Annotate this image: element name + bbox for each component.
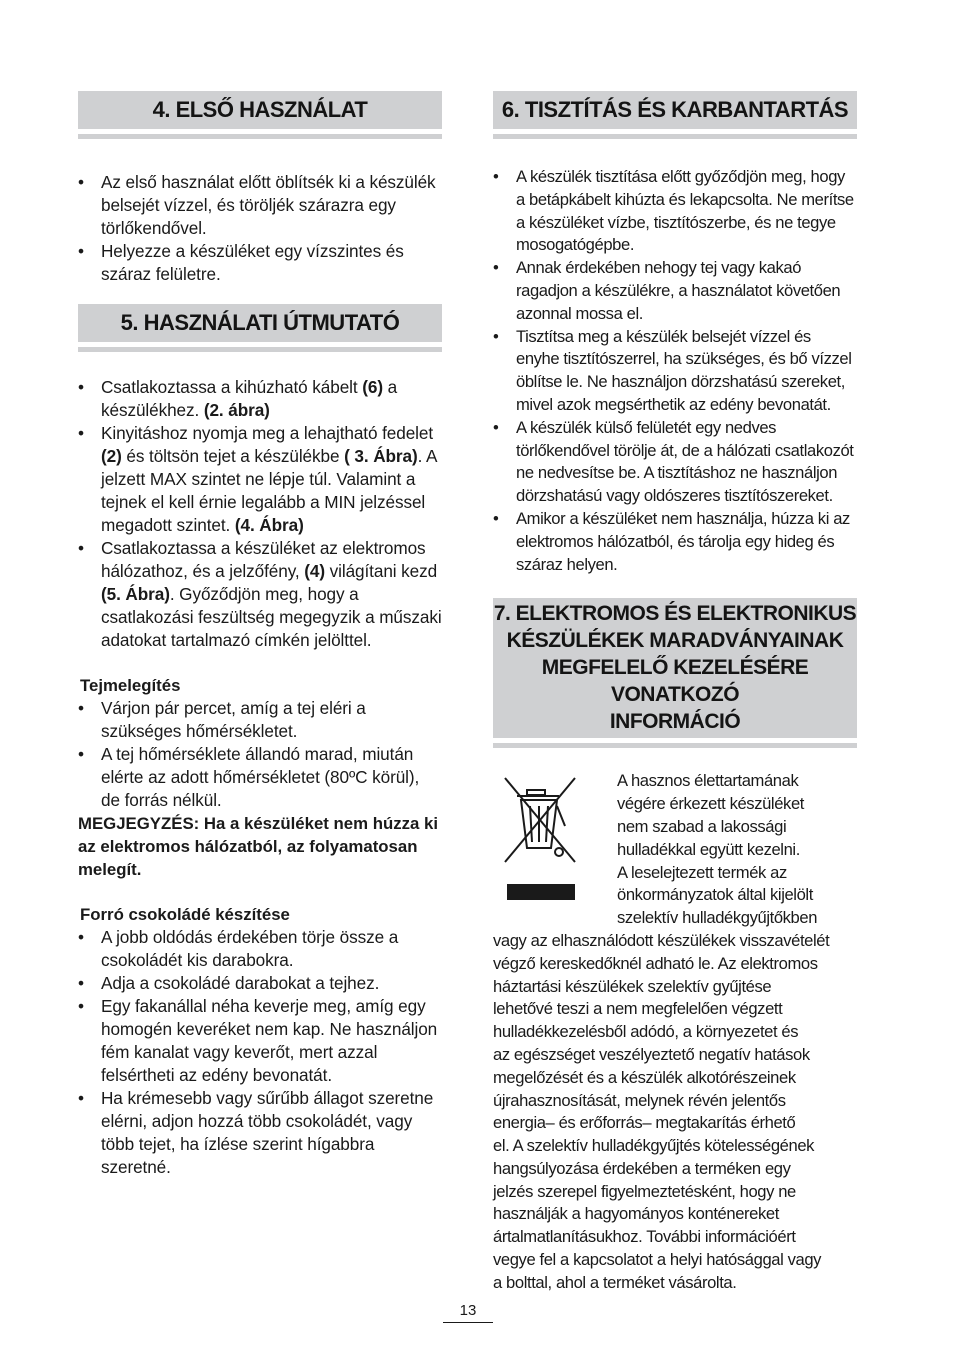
section-4-title: 4. ELSŐ HASZNÁLAT [78, 91, 442, 129]
list-item: • Csatlakoztassa a kihúzható kábelt (6) a készülékhez. (2. ábra) [78, 376, 442, 422]
section-5-title: 5. HASZNÁLATI ÚTMUTATÓ [78, 304, 442, 342]
section-5-list [78, 376, 442, 652]
list-item: • Tisztítsa meg a készülék belsejét vízzel és enyhe tisztítószerrel, ha szükséges, és bő vízzel öblítse le. Ne használjon dörzshatású szereket, mivel azok megsérthetik az edény bevonatát. [493, 326, 857, 417]
section-6-rule [493, 134, 857, 139]
list-item: • A készülék tisztítása előtt győződjön meg, hogy a betápkábelt kihúzta és lekapcsolta. Ne merítse a készüléket vízbe, tisztítószerbe, és ne tegye mosogatógépbe. [493, 166, 857, 257]
left-column [78, 91, 442, 1179]
hot-chocolate-list [78, 926, 442, 1179]
section-5 [78, 304, 442, 1179]
section-4 [78, 91, 442, 286]
section-7-title: 7. ELEKTROMOS ÉS ELEKTRONIKUS KÉSZÜLÉKEK MARADVÁNYAINAK MEGFELELŐ KEZELÉSÉRE VONATKOZÓ INFORMÁCIÓ [493, 598, 857, 738]
section-7-rule [493, 743, 857, 748]
list-item: • A jobb oldódás érdekében törje össze a csokoládét kis darabokra. [78, 926, 442, 972]
section-6 [493, 91, 857, 576]
list-item: • Csatlakoztassa a készüléket az elektromos hálózathoz, és a jelzőfény, (4) világítani kezd (5. Ábra). Győződjön meg, hogy a csatlakozási feszültség megegyzik a műszaki adatokat tartalmazó címkén jelölttel. [78, 537, 442, 652]
milk-heating-list [78, 697, 442, 812]
milk-heating-heading: Tejmelegítés [80, 676, 181, 695]
crossed-out-wheelie-bin-icon [503, 776, 579, 904]
section-7 [493, 598, 857, 1294]
list-item: • A tej hőmérséklete állandó marad, miután elérte az adott hőmérsékletet (80ºC körül), de forrás nélkül. [78, 743, 442, 812]
list-item: • Ha krémesebb vagy sűrűbb állagot szeretne elérni, adjon hozzá több csokoládét, vagy több tejet, ha ízlése szerint hígabbra szeretné. [78, 1087, 442, 1179]
list-item: • Annak érdekében nehogy tej vagy kakaó ragadjon a készülékre, a használatot követően azonnal mossa el. [493, 257, 857, 325]
list-item: • Kinyitáshoz nyomja meg a lehajtható fedelet (2) és töltsön tejet a készülékbe ( 3. Ábra). A jelzett MAX szintet ne lépje túl. Valamint a tejnek el kell érnie legalább a MIN jelzéssel megadott szintet. (4. Ábra) [78, 422, 442, 537]
list-item: • Várjon pár percet, amíg a tej eléri a szükséges hőmérsékletet. [78, 697, 442, 743]
weee-text: A hasznos élettartamának végére érkezett készüléket nem szabad a lakossági hulladékkal együtt kezelni. A leselejtezett termék az önkormányzatok által kijelölt szelektív hulladékgyűjtőkben vagy az elhasználódott készülékek visszavételét végző kereskedőknél adható le. Az elektromos háztartási készülékek szelektív gyűjtése lehetővé teszi a nem megfelelően végzett hulladékkezelésből adódó, a környezetet és az egészséget veszélyeztető negatív hatások megelőzését és a készülék alkotórészeinek újrahasznosítását, melynek révén jelentős energia– és erőforrás– megtakarítás érhető el. A szelektív hulladékgyűjtés kötelességének hangsúlyozása érdekében a terméken egy jelzés szerepel figyelmeztetésként, hogy ne használják a hagyományos konténereket ártalmatlanításukhoz. További információért vegye fel a kapcsolatot a helyi hatósággal vagy a bolttal, ahol a terméket vásárolta. [493, 771, 830, 1292]
list-item: • A készülék külső felületét egy nedves törlőkendővel törölje át, de a hálózati csatlakozót ne nedvesítse be. A tisztításhoz ne használjon dörzshatású vagy oldószeres tisztítószereket. [493, 417, 857, 508]
section-4-list [78, 171, 442, 286]
list-item: • Amikor a készüléket nem használja, húzza ki az elektromos hálózatból, és tárolja egy hideg és száraz helyen. [493, 508, 857, 576]
list-item: • Egy fakanállal néha keverje meg, amíg egy homogén keveréket nem kap. Ne használjon fém kanalat vagy keverőt, mert azzal felsértheti az edény bevonatát. [78, 995, 442, 1087]
section-6-list [493, 166, 857, 576]
hot-chocolate-heading: Forró csokoládé készítése [80, 905, 290, 924]
right-column [493, 91, 857, 1295]
list-item: • Az első használat előtt öblítsék ki a készülék belsejét vízzel, és töröljék szárazra egy törlőkendővel. [78, 171, 442, 240]
section-6-title: 6. TISZTÍTÁS ÉS KARBANTARTÁS [493, 91, 857, 129]
list-item: • Helyezze a készüléket egy vízszintes és száraz felületre. [78, 240, 442, 286]
note-text: MEGJEGYZÉS: Ha a készüléket nem húzza ki az elektromos hálózatból, az folyamatosan melegít. [78, 814, 438, 879]
section-5-rule [78, 347, 442, 352]
section-4-rule [78, 134, 442, 139]
weee-block [493, 770, 857, 1294]
page-number: 13 [443, 1302, 493, 1323]
list-item: • Adja a csokoládé darabokat a tejhez. [78, 972, 442, 995]
